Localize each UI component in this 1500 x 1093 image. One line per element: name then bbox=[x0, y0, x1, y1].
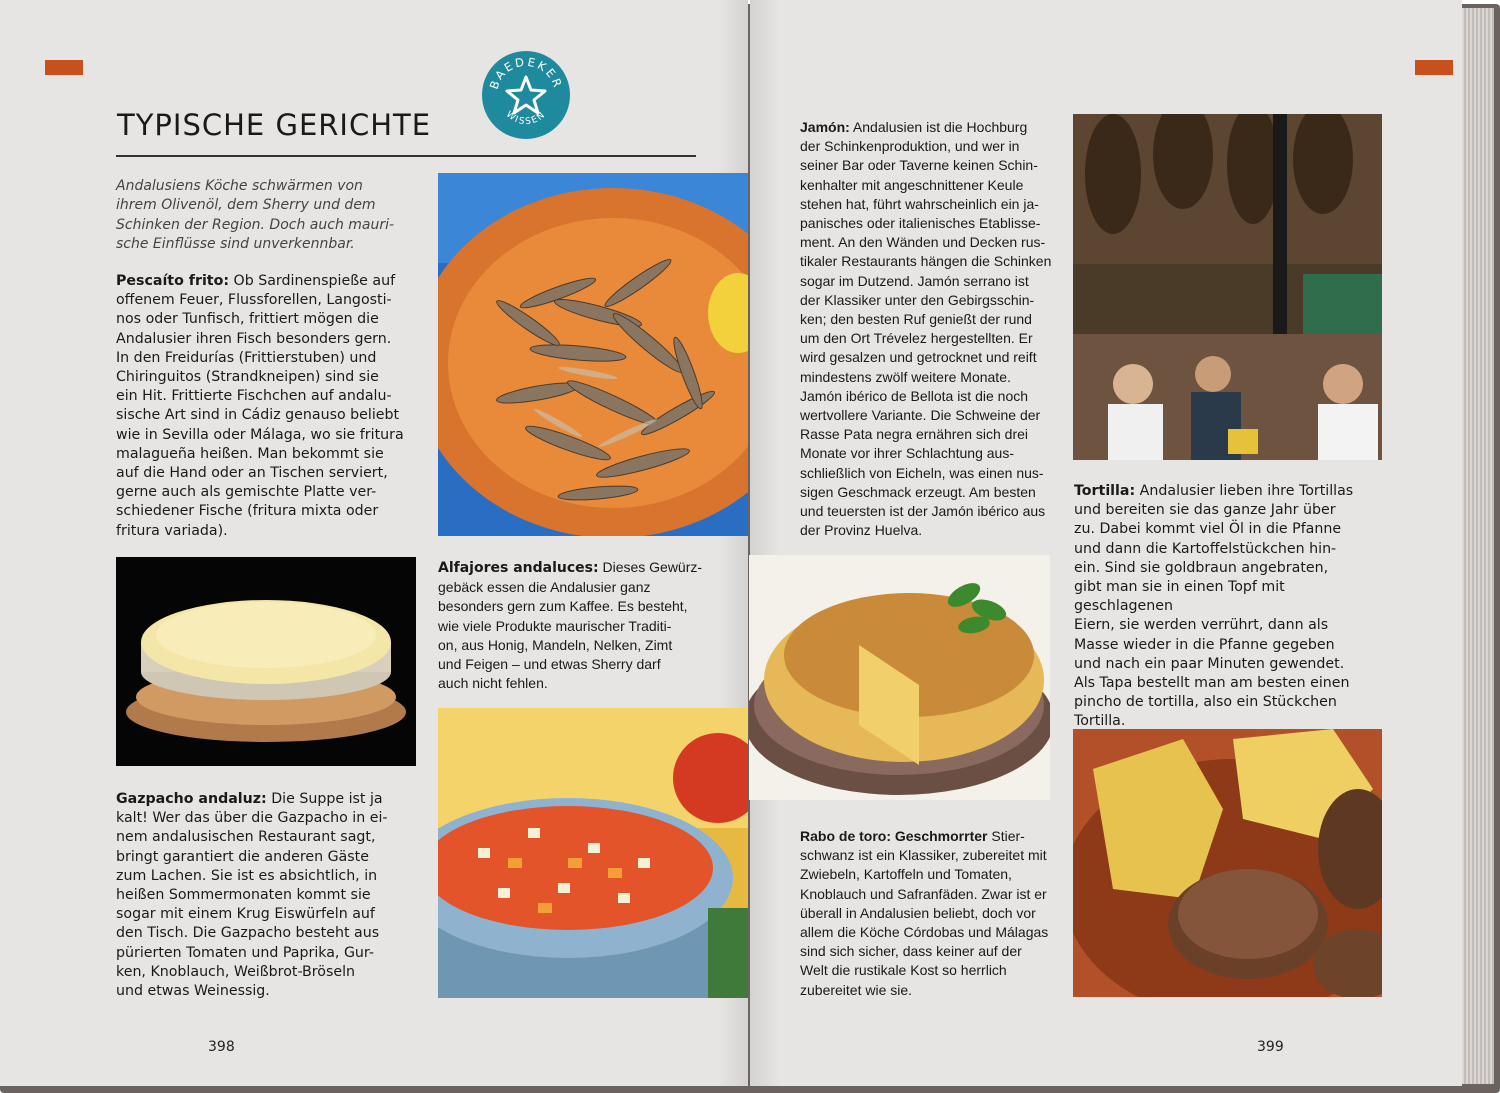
oxtail-stew-photo bbox=[1073, 729, 1382, 997]
gazpacho-photo bbox=[438, 708, 748, 998]
chapter-marker-left bbox=[45, 60, 83, 75]
jamon-body: der Schinkenproduktion, und wer in seiner Bar oder Taverne keinen Schin- kenhalter mit angeschnittener Keule stehen hat, führt wahrscheinlich ein ja- panisches oder italienisches Etablisse- ment. An den Wänden und Decken rus- tikaler Restaurants hängen die Schinken sogar im Dutzend. Jamón serrano ist der Klassiker unter den Gebirgsschin- ken; den besten Ruf genießt der rund um den Ort Trévelez hergestellten. Er wird gesalzen und getrocknet und reift mindestens zwölf weitere Monate. Jamón ibérico de Bellota ist die noch wertvollere Variante. Die Schweine der Rasse Pata negra ernähren sich drei Monate vor ihrer Schlachtung aus- schließlich von Eicheln, was einen nus- sigen Geschmack erzeugt. Am besten und teuersten ist der Jamón ibérico aus der Provinz Huelva. bbox=[800, 138, 1052, 539]
alfajores-body: gebäck essen die Andalusier ganz besonders gern zum Kaffee. Es besteht, wie viele Produkte maurischer Traditi- on, aus Honig, Mandeln, Nelken, Zimt und Feigen – und etwas Sherry darf auch nicht fehlen. bbox=[438, 579, 688, 692]
gazpacho-body: kalt! Wer das über die Gazpacho in ei- nem andalusischen Restaurant sagt, bringt garantiert die anderen Gäste zum Lachen. Sie ist es absichtlich, in heißen Sommermonaten kommt sie sogar mit einem Krug Eiswürfeln auf den Tisch. Die Gazpacho besteht aus pürierten Tomaten und Paprika, Gur- ken, Knoblauch, Weißbrot-Bröseln und etwas Weinessig. bbox=[116, 810, 388, 1000]
alfajor-photo bbox=[116, 557, 416, 766]
jamon-heading: Jamón: bbox=[800, 119, 850, 135]
page-title: TYPISCHE GERICHTE bbox=[117, 108, 432, 142]
jamon-section bbox=[800, 118, 1060, 540]
pescaito-heading: Pescaíto frito: bbox=[116, 273, 230, 289]
ham-bar-photo bbox=[1073, 114, 1382, 460]
tortilla-heading: Tortilla: bbox=[1074, 483, 1136, 499]
tortilla-body: und bereiten sie das ganze Jahr über zu. Dabei kommt viel Öl in die Pfanne und dann die Kartoffelstückchen hin- ein. Sind sie goldbraun angebraten, gibt man sie in einen Topf mit geschlagenen Eiern, sie werden verrührt, dann als Masse wieder in die Pfanne gegeben und nach ein paar Minuten gewendet. Als Tapa bestellt man am besten einen pincho de tortilla, also ein Stückchen Tortilla. bbox=[1074, 502, 1350, 730]
alfajores-heading: Alfajores andaluces: bbox=[438, 560, 599, 576]
badge-top-text: BAEDEKER bbox=[486, 54, 566, 92]
pescaito-section bbox=[116, 272, 426, 541]
pescaito-body: offenem Feuer, Flussforellen, Langosti- nos oder Tunfisch, frittiert mögen die Andalusier ihren Fisch besonders gern. In den Freidurías (Frittierstuben) und Chiringuitos (Strandkneipen) sind sie ein Hit. Frittierte Fischchen auf andalu- sische Art sind in Cádiz genauso beliebt wie in Sevilla oder Málaga, wo sie fritura malagueña heißen. Man bekommt sie auf die Hand oder an Tischen serviert, gerne auch als gemischte Platte ver- schiedener Fische (fritura mixta oder fritura variada). bbox=[116, 292, 404, 539]
tortilla-section bbox=[1074, 482, 1384, 732]
alfajores-first-line: Dieses Gewürz- bbox=[598, 559, 703, 575]
gazpacho-heading: Gazpacho andaluz: bbox=[116, 791, 267, 807]
page-edges bbox=[1462, 8, 1494, 1084]
page-number-left: 398 bbox=[208, 1039, 235, 1055]
alfajores-section bbox=[438, 558, 748, 693]
tortilla-first-line: Andalusier lieben ihre Tortillas bbox=[1135, 483, 1354, 499]
pescaito-first-line: Ob Sardinenspieße auf bbox=[229, 273, 396, 289]
spine-shadow-right bbox=[750, 0, 780, 1086]
baedeker-wissen-badge bbox=[481, 50, 571, 140]
rabo-heading: Rabo de toro: Geschmorrter bbox=[800, 828, 988, 844]
rabo-section bbox=[800, 827, 1060, 1000]
page-number-right: 399 bbox=[1257, 1039, 1284, 1055]
fried-fish-photo bbox=[438, 173, 748, 536]
jamon-first-line: Andalusien ist die Hochburg bbox=[849, 119, 1028, 135]
rabo-body: schwanz ist ein Klassiker, zubereitet mit Zwiebeln, Kartoffeln und Tomaten, Knoblauch und Safranfäden. Zwar ist er überall in Andalusien beliebt, doch vor allem die Köche Córdobas und Málagas sind sich sicher, dass keiner auf der Welt die rustikale Kost so herrlich zubereitet wie sie. bbox=[800, 847, 1049, 998]
title-rule bbox=[116, 155, 696, 157]
intro-text: Andalusiens Köche schwärmen von ihrem Olivenöl, dem Sherry und dem Schinken der Region. Doch auch mauri- sche Einflüsse sind unverkennbar. bbox=[116, 178, 395, 252]
gazpacho-section bbox=[116, 790, 426, 1001]
badge-bottom-text: WISSEN bbox=[503, 109, 549, 128]
chapter-marker-right bbox=[1415, 60, 1453, 75]
rabo-first-line: Stier- bbox=[987, 828, 1025, 844]
tortilla-photo bbox=[749, 555, 1050, 800]
gazpacho-first-line: Die Suppe ist ja bbox=[266, 791, 383, 807]
